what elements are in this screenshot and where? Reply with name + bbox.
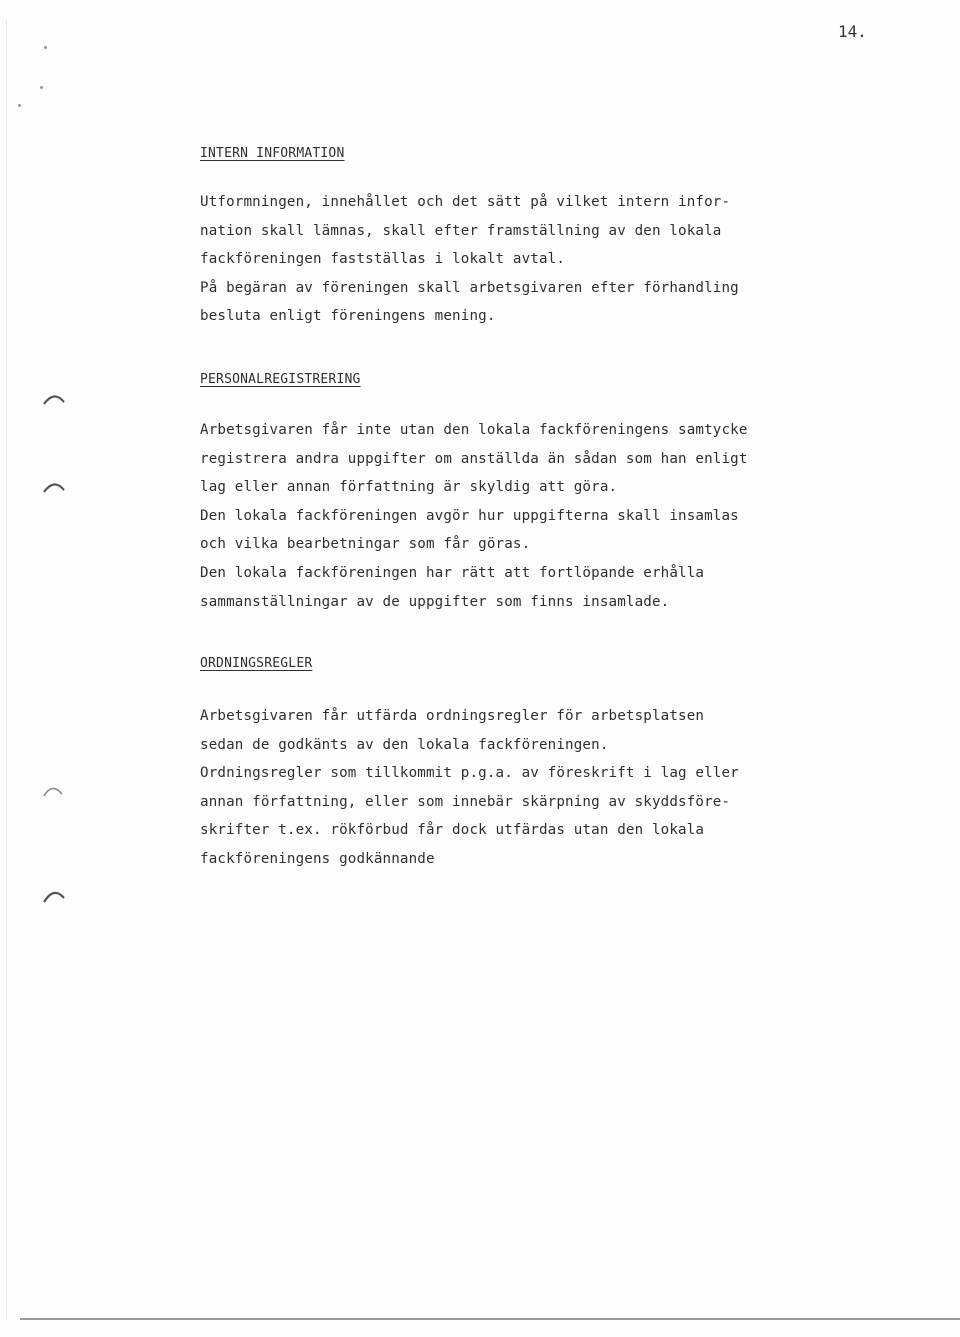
paragraph-line: Utformningen, innehållet och det sätt på vilket intern infor- — [200, 194, 731, 210]
paragraph-line: annan författning, eller som innebär skärpning av skyddsföre- — [200, 793, 731, 810]
section-paragraph-ordningsregler — [200, 702, 860, 874]
punch-hole-mark — [40, 476, 68, 504]
paragraph-line: Den lokala fackföreningen har rätt att fortlöpande erhålla — [200, 564, 705, 581]
punch-hole-mark — [40, 778, 68, 806]
paragraph-line: lag eller annan författning är skyldig att göra. — [200, 479, 618, 496]
punch-hole-mark — [40, 388, 68, 416]
paragraph-line: fackföreningen fastställas i lokalt avtal. — [200, 251, 566, 268]
paragraph-line: Arbetsgivaren får inte utan den lokala fackföreningens samtycke — [200, 422, 748, 438]
paragraph-line: besluta enligt föreningens mening. — [200, 308, 496, 325]
section-paragraph-intern-information — [200, 188, 860, 331]
paragraph-line: På begäran av föreningen skall arbetsgivaren efter förhandling — [200, 279, 739, 296]
page-edge-shadow — [6, 20, 7, 1320]
section-heading-intern-information: INTERN INFORMATION — [200, 146, 345, 161]
scan-speck — [18, 104, 21, 107]
paragraph-line: nation skall lämnas, skall efter framställning av den lokala — [200, 222, 722, 239]
page-bottom-edge — [20, 1318, 960, 1320]
paragraph-line: Ordningsregler som tillkommit p.g.a. av föreskrift i lag eller — [200, 765, 739, 782]
paragraph-line: registrera andra uppgifter om anställda än sådan som han enligt — [200, 450, 748, 467]
paragraph-line: fackföreningens godkännande — [200, 850, 435, 867]
paragraph-line: Arbetsgivaren får utfärda ordningsregler för arbetsplatsen — [200, 708, 705, 724]
paragraph-line: skrifter t.ex. rökförbud får dock utfärdas utan den lokala — [200, 822, 705, 839]
section-heading-ordningsregler: ORDNINGSREGLER — [200, 656, 313, 671]
punch-hole-mark — [40, 884, 68, 912]
paragraph-line: sedan de godkänts av den lokala fackföreningen. — [200, 736, 609, 753]
paragraph-line: sammanställningar av de uppgifter som finns insamlade. — [200, 593, 670, 610]
paragraph-line: och vilka bearbetningar som får göras. — [200, 536, 531, 553]
scan-speck — [44, 46, 47, 49]
paragraph-line: Den lokala fackföreningen avgör hur uppgifterna skall insamlas — [200, 507, 739, 524]
page-number: 14. — [838, 22, 867, 41]
section-heading-personalregistrering: PERSONALREGISTRERING — [200, 372, 361, 387]
scan-speck — [40, 86, 43, 89]
section-paragraph-personalregistrering — [200, 416, 860, 616]
